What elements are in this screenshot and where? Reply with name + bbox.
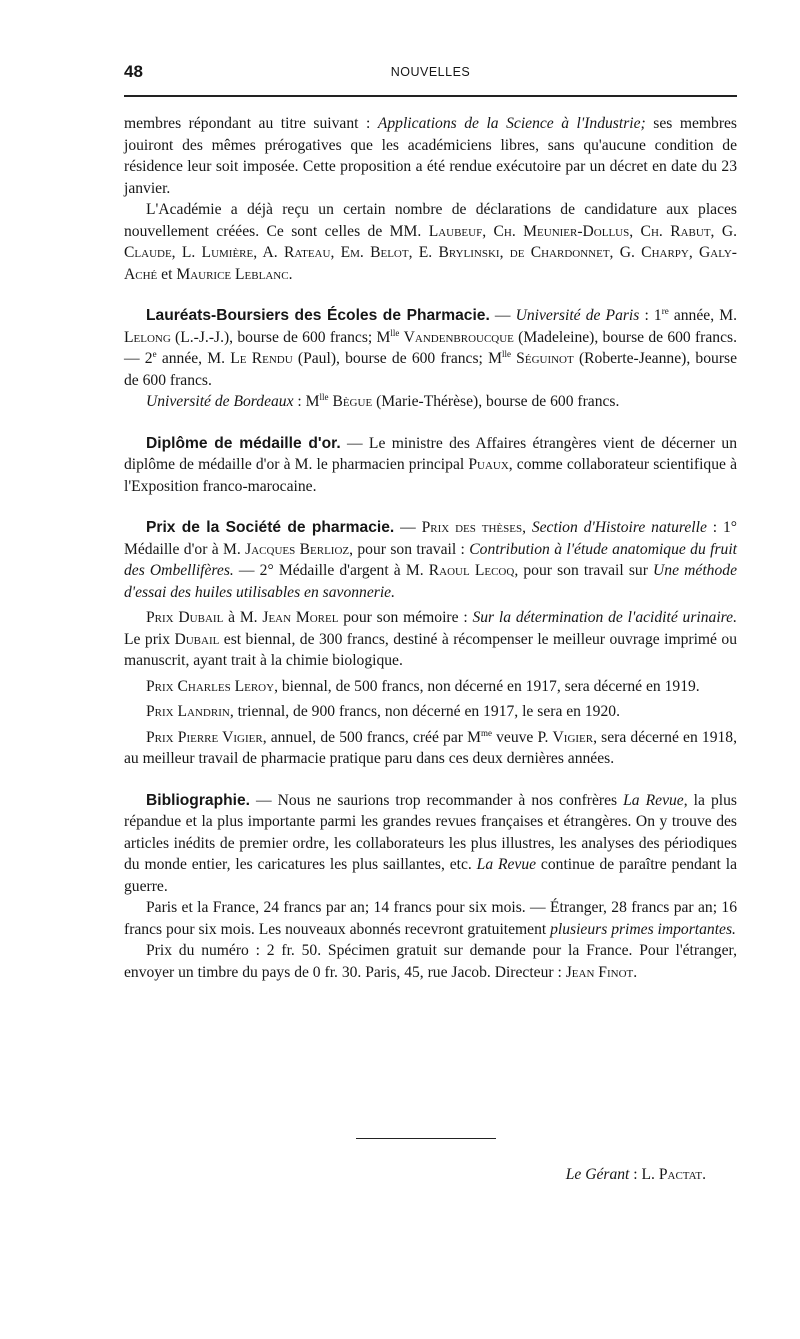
bibliographie-tarifs: Paris et la France, 24 francs par an; 14 francs pour six mois. — Étranger, 28 francs par an; 16 francs pour six mois. Les nouveaux abonnés recevront gratuitement plusieurs primes importantes. bbox=[124, 899, 737, 938]
article-body bbox=[124, 113, 737, 983]
intro-paragraph-2: L'Académie a déjà reçu un certain nombre de déclarations de candidature aux places nouvellement créées. Ce sont celles de MM. Laubeuf, Ch. Meunier-Dollus, Ch. Rabut, G. Claude, L. Lumière, A. Rateau, Em. Belot, E. Brylinski, de Chardonnet, G. Charpy, Galy-Aché et Maurice Leblanc. bbox=[124, 201, 737, 283]
intro-paragraph-1: membres répondant au titre suivant : Applications de la Science à l'Industrie; ses membres jouiront des mêmes prérogatives que les académiciens libres, sans qu'aucune condition de résidence leur soit imposée. Cette proposition a été rendue exécutoire par un décret en date du 23 janvier. bbox=[124, 115, 737, 197]
laureats-bordeaux: Université de Bordeaux : $M^{lle}$ Bègue (Marie-Thérèse), bourse de 600 francs. bbox=[146, 391, 620, 410]
prix-section: Prix de la Société de pharmacie. — Prix des thèses, Section d'Histoire naturelle : 1° Médaille d'or à M. Jacques Berlioz, pour son travail : Contribution à l'étude anatomique du fruit des Ombellifères. — 2° Médaille d'argent à M. Raoul Lecoq, pour son travail sur Une méthode d'essai des huiles utilisables en savonnerie. bbox=[124, 519, 738, 601]
bibliographie-heading: Bibliographie. bbox=[146, 791, 250, 809]
footer-rule bbox=[356, 1138, 496, 1139]
prix-dubail: Prix Dubail à M. Jean Morel pour son mémoire : Sur la détermination de l'acidité urinaire. Le prix Dubail est biennal, de 300 francs, destiné à récompenser le meilleur ouvrage imprimé ou manuscrit, ayant trait à la chimie biologique. bbox=[124, 609, 737, 669]
page-header bbox=[124, 62, 737, 86]
prix-heading: Prix de la Société de pharmacie. bbox=[146, 519, 395, 536]
diplome-heading: Diplôme de médaille d'or. bbox=[146, 434, 341, 452]
prix-pierre-vigier: Prix Pierre Vigier, annuel, de 500 francs, créé par $M^{me}$ veuve P. Vigier, sera décerné en 1918, au meilleur travail de pharmacie pratique paru dans ces deux dernières années. bbox=[124, 727, 738, 767]
header-rule bbox=[124, 95, 737, 97]
prix-charles-leroy: Prix Charles Leroy, biennal, de 500 francs, non décerné en 1917, sera décerné en 1919. bbox=[146, 677, 700, 695]
prix-landrin: Prix Landrin, triennal, de 900 francs, non décerné en 1917, le sera en 1920. bbox=[146, 703, 620, 720]
gerant-signature: Le Gérant : L. Pactat. bbox=[565, 1166, 706, 1183]
bibliographie-section: Bibliographie. — Nous ne saurions trop recommander à nos confrères La Revue, la plus répandue et la plus importante parmi les grandes revues françaises et étrangères. On y trouve des articles inédits de premier ordre, les collaborateurs les plus illustres, les analyses des périodiques du monde entier, les caricatures les plus saillantes, etc. La Revue continue de paraître pendant la guerre. bbox=[124, 791, 737, 895]
diplome-section: Diplôme de médaille d'or. — Le ministre des Affaires étrangères vient de décerner un diplôme de médaille d'or à M. le pharmacien principal Puaux, comme collaborateur scientifique à l'Exposition franco-marocaine. bbox=[124, 434, 737, 495]
page-number: 48 bbox=[124, 62, 143, 81]
laureats-section: Lauréats-Boursiers des Écoles de Pharmacie. — Université de Paris : 1re année, M. Lelong (L.-J.-J.), bourse de 600 francs; $M^{lle}$ Vandenbroucque (Madeleine), bourse de 600 francs. — 2e année, M. Le Rendu (Paul), bourse de 600 francs; $M^{lle}$ Séguinot (Roberte-Jeanne), bourse de 600 francs. bbox=[124, 305, 737, 389]
bibliographie-prix-numero: Prix du numéro : 2 fr. 50. Spécimen gratuit sur demande pour la France. Pour l'étranger, envoyer un timbre du pays de 0 fr. 30. Paris, 45, rue Jacob. Directeur : Jean Finot. bbox=[124, 942, 737, 981]
running-head: NOUVELLES bbox=[390, 65, 471, 79]
laureats-heading: Lauréats-Boursiers des Écoles de Pharmacie. bbox=[146, 307, 490, 324]
